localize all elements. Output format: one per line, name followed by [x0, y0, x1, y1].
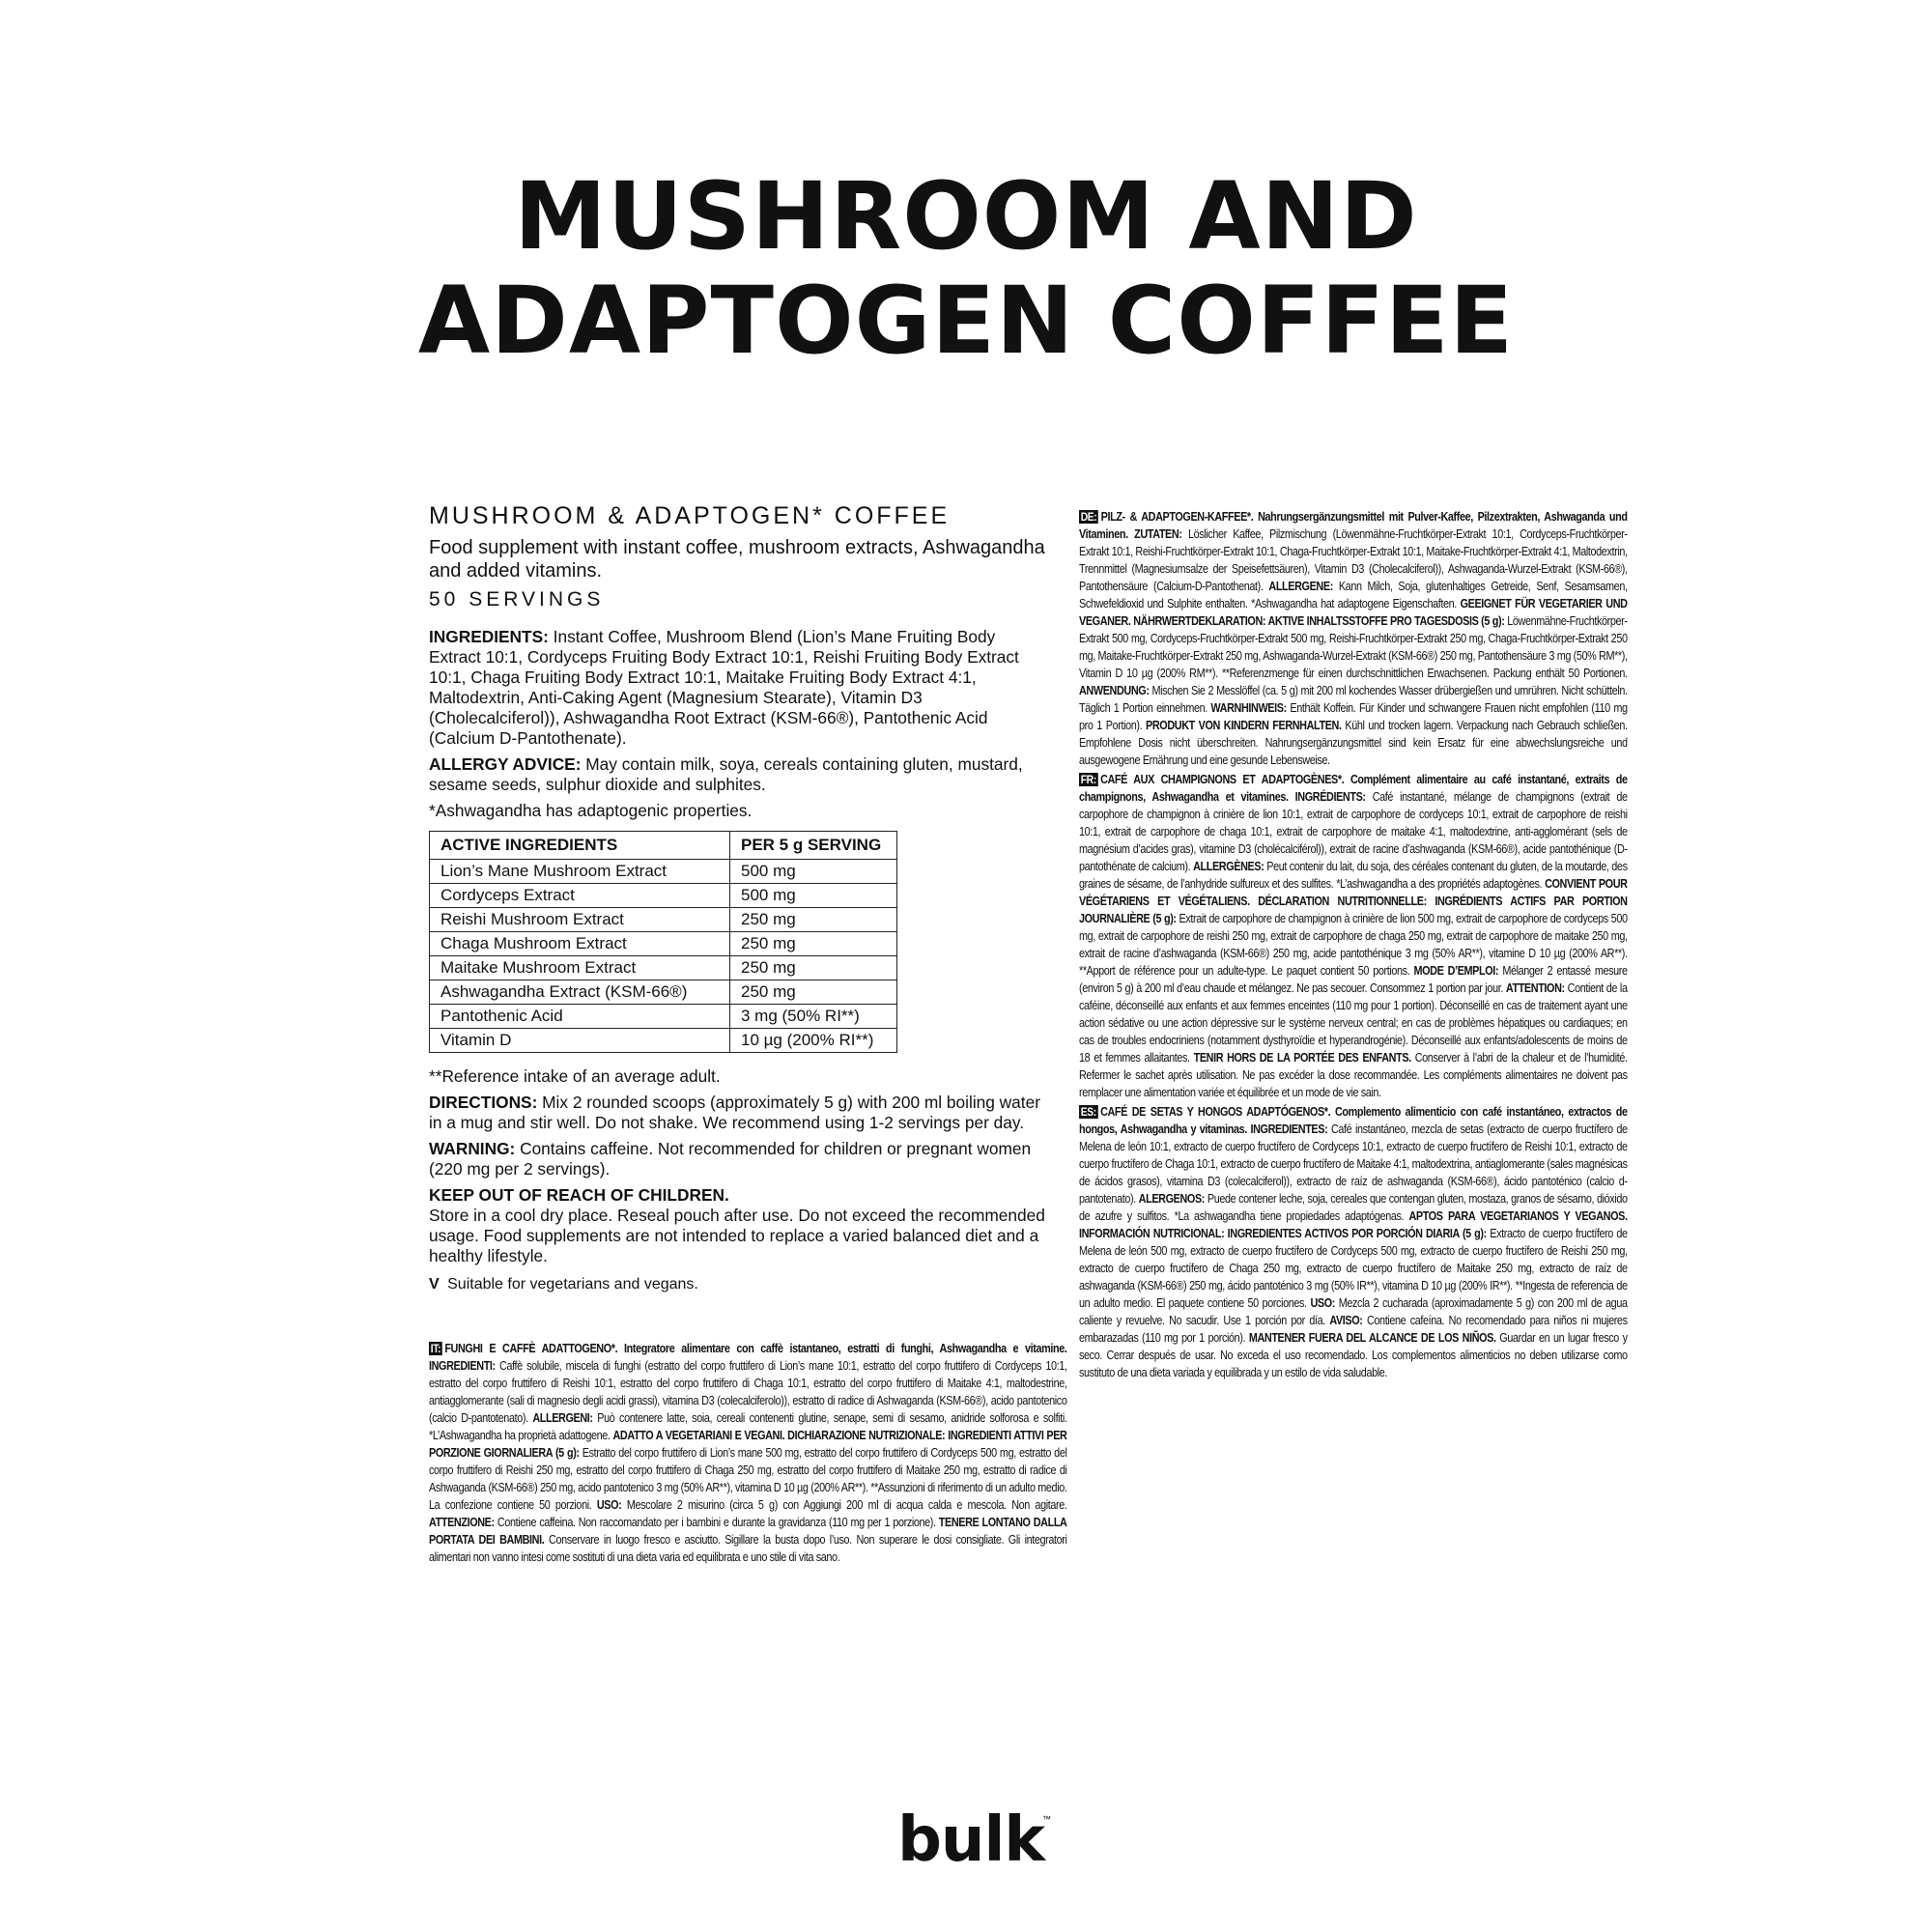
- keep-out-label: KEEP OUT OF REACH OF CHILDREN.: [429, 1185, 729, 1205]
- es-bold-1: CAFÉ DE SETAS Y HONGOS ADAPTÓGENOS*. Complemento alimenticio con café instantáneo, extractos de hongos, Ashwagandha y vitaminas. INGREDIENTES:: [1079, 1105, 1628, 1136]
- fr-text-6: Conserver à l’abri de la chaleur et de l’humidité. Refermer le sachet après utilisation. Ne pas excéder la dose recommandée. Les compléments alimentaires ne doivent pas remplacer une alimentation variée et équilibrée et un mode de vie sain.: [1079, 1051, 1628, 1099]
- es-text-3: Extracto de cuerpo fructífero de Melena de león 500 mg, extracto de cuerpo fructífero de Cordyceps 500 mg, extracto de cuerpo fructífero de Reishi 250 mg, extracto de cuerpo fructífero de Chaga 250 mg, extracto de cuerpo fructífero de Maitake 250 mg, extracto de raíz de ashwaganda (KSM-66®) 250 mg, ácido pantoténico 3 mg (50% IR**), vitamina D 10 µg (200% IR**). **Ingesta de referencia de un adulto medio. El paquete contiene 50 porciones.: [1079, 1227, 1628, 1310]
- table-cell: Cordyceps Extract: [430, 884, 730, 908]
- it-bold-1: FUNGHI E CAFFÈ ADATTOGENO*. Integratore alimentare con caffè istantaneo, estratti di funghi, Ashwagandha e vitamine. INGREDIENTI:: [429, 1342, 1067, 1373]
- warning-text: Contains caffeine. Not recommended for children or pregnant women (220 mg per 2 servings).: [429, 1139, 1032, 1179]
- de-bold-5: WARNHINWEIS:: [1210, 701, 1287, 715]
- italian-text: [429, 1340, 1066, 1566]
- fr-bold-1: CAFÉ AUX CHAMPIGNONS ET ADAPTOGÈNES*. Complément alimentaire au café instantané, extraits de champignons, Ashwagandha et vitamines. INGRÉDIENTS:: [1079, 773, 1628, 804]
- table-cell: 500 mg: [730, 860, 897, 884]
- table-header-row: [430, 832, 897, 860]
- table-cell: Chaga Mushroom Extract: [430, 932, 730, 956]
- table-cell: 250 mg: [730, 908, 897, 932]
- title-line-2: ADAPTOGEN COFFEE: [417, 267, 1515, 375]
- vegan-text: Suitable for vegetarians and vegans.: [447, 1276, 698, 1293]
- ingredients-label: INGREDIENTS:: [429, 627, 549, 646]
- product-subheading: Food supplement with instant coffee, mushroom extracts, Ashwagandha and added vitamins.: [429, 537, 1045, 582]
- table-cell: Pantothenic Acid: [430, 1005, 730, 1029]
- it-bold-4: USO:: [596, 1498, 622, 1512]
- de-text-3: Löwenmähne-Fruchtkörper-Extrakt 500 mg, Cordyceps-Fruchtkörper-Extrakt 500 mg, Reishi-Fruchtkörper-Extrakt 250 mg, Chaga-Fruchtkörper-Extrakt 250 mg, Maitake-Fruchtkörper-Extrakt 250 mg, Ashwaganda-Wurzel-Extrakt (KSM-66®) 250 mg, Pantothensäure 3 mg (50% RM**), Vitamin D 10 µg (200% RM**). **Referenzmenge für einen durchschnittlichen Erwachsenen. Packung enthält 50 Portionen.: [1079, 614, 1628, 680]
- fr-text-2: Peut contenir du lait, du soja, des céréales contenant du gluten, de la moutarde, des graines de sésame, de l’anhydride sulfureux et des sulfites. *L’ashwagandha a des propriétés adaptogènes.: [1079, 860, 1628, 891]
- german-text: [1079, 508, 1628, 769]
- table-cell: Ashwagandha Extract (KSM-66®): [430, 980, 730, 1005]
- es-bold-6: MANTENER FUERA DEL ALCANCE DE LOS NIÑOS.: [1248, 1331, 1496, 1345]
- de-bold-2: ALLERGENE:: [1268, 580, 1333, 593]
- table-row: [430, 884, 897, 908]
- ingredients-text: Instant Coffee, Mushroom Blend (Lion’s Mane Fruiting Body Extract 10:1, Cordyceps Fruiting Body Extract 10:1, Reishi Fruiting Body Extract 10:1, Chaga Fruiting Body Extract 10:1, Maitake Fruiting Body Extract 4:1, Maltodextrin, Anti-Caking Agent (Magnesium Stearate), Vitamin D3 (Cholecalciferol)), Ashwagandha Root Extract (KSM-66®), Pantothenic Acid (Calcium D-Pantothenate).: [429, 627, 1019, 748]
- storage-text: Store in a cool dry place. Reseal pouch after use. Do not exceed the recommended usage. Food supplements are not intended to replace a varied balanced diet and a healthy lifestyle.: [429, 1206, 1045, 1265]
- fr-bold-2: ALLERGÈNES:: [1193, 860, 1264, 873]
- table-cell: Lion’s Mane Mushroom Extract: [430, 860, 730, 884]
- fr-text-5: Contient de la caféine, déconseillé aux enfants et aux femmes enceintes (110 mg pour 1 portion). Déconseillé en cas de traitement ayant une action sédative ou une action dépressive sur le système nerveux central; en cas de problèmes hépatiques ou cardiaques; en cas de troubles endocriniens (notamment dysthyroïdie et hyperandrogénie). Déconseillé aux enfants/adolescents de moins de 18 et femmes allaitantes.: [1079, 981, 1628, 1065]
- it-bold-2: ALLERGENI:: [532, 1411, 593, 1425]
- product-heading: MUSHROOM & ADAPTOGEN* COFFEE: [429, 502, 951, 529]
- multilingual-label-column: [1079, 508, 1628, 1383]
- table-header-cell: PER 5 g SERVING: [730, 832, 897, 860]
- storage-section: [429, 1185, 1047, 1266]
- title-line-1: MUSHROOM AND: [514, 162, 1418, 270]
- table-row: [430, 860, 897, 884]
- language-tag-de: DE:: [1080, 510, 1097, 524]
- it-text-1: Caffè solubile, miscela di funghi (estratto del corpo fruttifero di Lion’s mane 10:1, estratto del corpo fruttifero di Cordyceps 10:1, estratto del corpo fruttifero di Reishi 10:1, estratto del corpo fruttifero di Chaga 10:1, estratto del corpo fruttifero di Maitake 4:1, maltodestrine, antiagglomerante (sali di magnesio degli acidi grassi), vitamina D3 (colecalciferolo)), estratto di radice di Ashwaganda (KSM-66®), acido pantotenico (calcio D-pantotenato).: [429, 1359, 1067, 1425]
- es-bold-4: USO:: [1310, 1296, 1335, 1310]
- reference-note: **Reference intake of an average adult.: [429, 1066, 721, 1086]
- it-bold-3: ADATTO A VEGETARIANI E VEGANI. DICHIARAZIONE NUTRIZIONALE: INGREDIENTI ATTIVI PER PORZIONE GIORNALIERA (5 g):: [429, 1429, 1067, 1460]
- bulk-logo: [889, 1806, 1053, 1874]
- es-text-5: Contiene cafeína. No recomendado para niños ni mujeres embarazadas (110 mg por 1 porción).: [1079, 1314, 1628, 1345]
- directions-text: Mix 2 rounded scoops (approximately 5 g) with 200 ml boiling water in a mug and stir well. Do not shake. We recommend using 1-2 servings per day.: [429, 1093, 1040, 1132]
- de-text-1: Löslicher Kaffee, Pilzmischung (Löwenmähne-Fruchtkörper-Extrakt 10:1, Cordyceps-Fruchtkörper-Extrakt 10:1, Reishi-Fruchtkörper-Extrakt 10:1, Chaga-Fruchtkörper-Extrakt 10:1, Maitake-Fruchtkörper-Extrakt 4:1, Maltodextrin, Trennmittel (Magnesiumsalze der Speisefettsäuren), Vitamin D3 (Cholecalciferol)), Ashwaganda-Wurzel-Extrakt (KSM-66®), Pantothensäure (Calcium-D-Pantothenat).: [1079, 527, 1628, 593]
- language-tag-es: ES:: [1080, 1105, 1096, 1119]
- it-text-6: Conservare in luogo fresco e asciutto. Sigillare la busta dopo l’uso. Non superare le dosi consigliate. Gli integratori alimentari non vanno intesi come sostituti di una dieta varia ed equilibrata e uno stile di vita sano.: [429, 1533, 1067, 1564]
- fr-text-3: Extrait de carpophore de champignon à crinière de lion 500 mg, extrait de carpophore de cordyceps 500 mg, extrait de carpophore de reishi 250 mg, extrait de carpophore de chaga 250 mg, extrait de carpophore de maitake 250 mg, extrait de racine d’ashwaganda (KSM-66®) 250 mg, acide pantothénique 3 mg (50% AR**), vitamine D 10 µg (200% AR**). **Apport de référence pour un adulte-type. Le paquet contient 50 portions.: [1079, 912, 1628, 978]
- directions-label: DIRECTIONS:: [429, 1093, 538, 1112]
- it-text-2: Può contenere latte, soia, cereali contenenti glutine, senape, semi di sesamo, anidride solforosa e solfiti. *L’Ashwagandha ha proprietà adattogene.: [429, 1411, 1067, 1442]
- english-label-panel: [429, 502, 1047, 1293]
- fr-bold-6: TENIR HORS DE LA PORTÉE DES ENFANTS.: [1193, 1051, 1411, 1065]
- table-cell: 500 mg: [730, 884, 897, 908]
- ingredients-section: [429, 627, 1047, 749]
- directions-section: [429, 1093, 1047, 1133]
- it-bold-6: TENERE LONTANO DALLA PORTATA DEI BAMBINI.: [429, 1516, 1067, 1547]
- fr-text-1: Café instantané, mélange de champignons (extrait de carpophore de champignon à crinière de lion 10:1, extrait de carpophore de cordyceps 10:1, extrait de carpophore de reishi 10:1, extrait de carpophore de chaga 10:1, extrait de carpophore de maitake 4:1, maltodextrine, anti-agglomérant (sels de magnésium d’acides gras), vitamine D3 (cholécalciférol)), extrait de racine d’ashwaganda (KSM-66®), acide pantothénique (D-pantothénate de calcium).: [1079, 790, 1628, 873]
- fr-bold-3: CONVIENT POUR VÉGÉTARIENS ET VÉGÉTALIENS. DÉCLARATION NUTRITIONNELLE: INGRÉDIENTS ACTIFS PAR PORTION JOURNALIÈRE (5 g):: [1079, 877, 1628, 925]
- it-text-4: Mescolare 2 misurino (circa 5 g) con Aggiungi 200 ml di acqua calda e mescola. Non agitare.: [621, 1498, 1067, 1512]
- es-bold-3: APTOS PARA VEGETARIANOS Y VEGANOS. INFORMACIÓN NUTRICIONAL: INGREDIENTES ACTIVOS POR PORCIÓN DIARIA (5 g):: [1079, 1209, 1628, 1240]
- table-row: [430, 932, 897, 956]
- es-bold-5: AVISO:: [1329, 1314, 1363, 1327]
- de-text-4: Mischen Sie 2 Messlöffel (ca. 5 g) mit 200 ml kochendes Wasser drübergießen und umrühren. Nicht schütteln. Täglich 1 Portion einnehmen.: [1079, 684, 1628, 715]
- table-cell: Reishi Mushroom Extract: [430, 908, 730, 932]
- italian-label-block: [429, 1340, 1066, 1568]
- fr-bold-4: MODE D’EMPLOI:: [1413, 964, 1499, 978]
- warning-section: [429, 1139, 1047, 1179]
- es-text-1: Café instantáneo, mezcla de setas (extracto de cuerpo fructífero de Melena de león 10:1, extracto de cuerpo fructífero de Cordyceps 10:1, extracto de cuerpo fructífero de Reishi 10:1, extracto de cuerpo fructífero de Chaga 10:1, extracto de cuerpo fructífero de Maitake 4:1, maltodextrina, antiaglomerante (sales magnésicas de ácidos grasos), vitamina D3 (colecalciferol)), extracto de raíz de ashwaganda (KSM-66®), ácido pantoténico (calcio d-pantotenato).: [1079, 1122, 1628, 1206]
- table-row: [430, 980, 897, 1005]
- fr-text-4: Mélanger 2 entassé mesure (environ 5 g) à 200 ml d’eau chaude et mélangez. Ne pas secouer. Consommez 1 portion par jour.: [1079, 964, 1628, 995]
- es-bold-2: ALERGENOS:: [1138, 1192, 1206, 1206]
- table-row: [430, 1029, 897, 1053]
- vegan-note: [429, 1276, 1047, 1293]
- de-bold-1: PILZ- & ADAPTOGEN-KAFFEE*. Nahrungsergänzungsmittel mit Pulver-Kaffee, Pilzextrakten, Ashwaganda und Vitaminen. ZUTATEN:: [1079, 510, 1628, 541]
- table-cell: 10 µg (200% RI**): [730, 1029, 897, 1053]
- allergy-text: May contain milk, soya, cereals containing gluten, mustard, sesame seeds, sulphur dioxide and sulphites.: [429, 754, 1023, 794]
- allergy-label: ALLERGY ADVICE:: [429, 754, 582, 774]
- table-row: [430, 956, 897, 980]
- fr-bold-5: ATTENTION:: [1505, 981, 1565, 995]
- de-text-5: Enthält Koffein. Für Kinder und schwangere Frauen nicht empfohlen (110 mg pro 1 Portion).: [1079, 701, 1628, 732]
- es-text-6: Guardar en un lugar fresco y seco. Cerrar después de usar. No exceda el uso recomendado. Los complementos alimenticios no deben utilizarse como sustituto de una dieta variada y equilibrada y un estilo de vida saludable.: [1079, 1331, 1628, 1379]
- de-bold-4: ANWENDUNG:: [1079, 684, 1150, 697]
- table-cell: 250 mg: [730, 932, 897, 956]
- it-text-3: Estratto del corpo fruttifero di Lion’s mane 500 mg, estratto del corpo fruttifero di Cordyceps 500 mg, estratto del corpo fruttifero di Reishi 250 mg, estratto del corpo fruttifero di Chaga 250 mg, estratto del corpo fruttifero di Maitake 250 mg, estratto di radice di Ashwaganda (KSM-66®) 250 mg, acido pantotenico 3 mg (50% AR**), vitamina D 10 µg (200% AR**). **Assunzioni di riferimento di un adulto medio. La confezione contiene 50 porzioni.: [429, 1446, 1067, 1512]
- trademark-symbol: ™: [1042, 1814, 1051, 1824]
- language-tag-fr: FR:: [1080, 773, 1096, 786]
- table-cell: 250 mg: [730, 956, 897, 980]
- table-row: [430, 908, 897, 932]
- de-text-2: Kann Milch, Soja, glutenhaltiges Getreide, Senf, Sesamsamen, Schwefeldioxid und Sulphite enthalten. *Ashwagandha hat adaptogene Eigenschaften.: [1079, 580, 1628, 611]
- table-cell: 250 mg: [730, 980, 897, 1005]
- it-bold-5: ATTENZIONE:: [429, 1516, 495, 1529]
- de-text-6: Kühl und trocken lagern. Verpackung nach Gebrauch schließen. Empfohlene Dosis nicht überschreiten. Nahrungsergänzungsmittel sind kein Ersatz für eine abwechslungsreiche und ausgewogene Ernährung und eine gesunde Lebensweise.: [1079, 719, 1628, 767]
- table-row: [430, 1005, 897, 1029]
- adaptogen-note: *Ashwagandha has adaptogenic properties.: [429, 801, 753, 820]
- it-text-5: Contiene caffeina. Non raccomandato per i bambini e durante la gravidanza (110 mg per 1 porzione).: [494, 1516, 939, 1529]
- table-cell: Maitake Mushroom Extract: [430, 956, 730, 980]
- warning-label: WARNING:: [429, 1139, 516, 1158]
- active-ingredients-table: [429, 831, 897, 1053]
- table-cell: 3 mg (50% RI**): [730, 1005, 897, 1029]
- table-header-cell: ACTIVE INGREDIENTS: [430, 832, 730, 860]
- spanish-text: [1079, 1103, 1628, 1381]
- es-text-4: Mezcla 2 cucharada (aproximadamente 5 g) con 200 ml de agua caliente y revuelve. No sacudir. Use 1 porción por día.: [1079, 1296, 1628, 1327]
- servings-count: 50 SERVINGS: [429, 588, 605, 611]
- de-bold-6: PRODUKT VON KINDERN FERNHALTEN.: [1146, 719, 1342, 732]
- language-tag-it: IT:: [430, 1342, 441, 1355]
- logo-wordmark: bulk: [897, 1804, 1044, 1876]
- allergy-section: [429, 754, 1047, 795]
- table-cell: Vitamin D: [430, 1029, 730, 1053]
- page-title: [0, 164, 1932, 373]
- vegan-icon: V: [429, 1276, 440, 1293]
- french-text: [1079, 771, 1628, 1101]
- de-bold-3: GEEIGNET FÜR VEGETARIER UND VEGANER. NÄHRWERTDEKLARATION: AKTIVE INHALTSSTOFFE PRO TAGESDOSIS (5 g):: [1079, 597, 1628, 628]
- es-text-2: Puede contener leche, soja, cereales que contengan gluten, mostaza, granos de sésamo, dióxido de azufre y sulfitos. *La ashwagandha tiene propiedades adaptógenas.: [1079, 1192, 1628, 1223]
